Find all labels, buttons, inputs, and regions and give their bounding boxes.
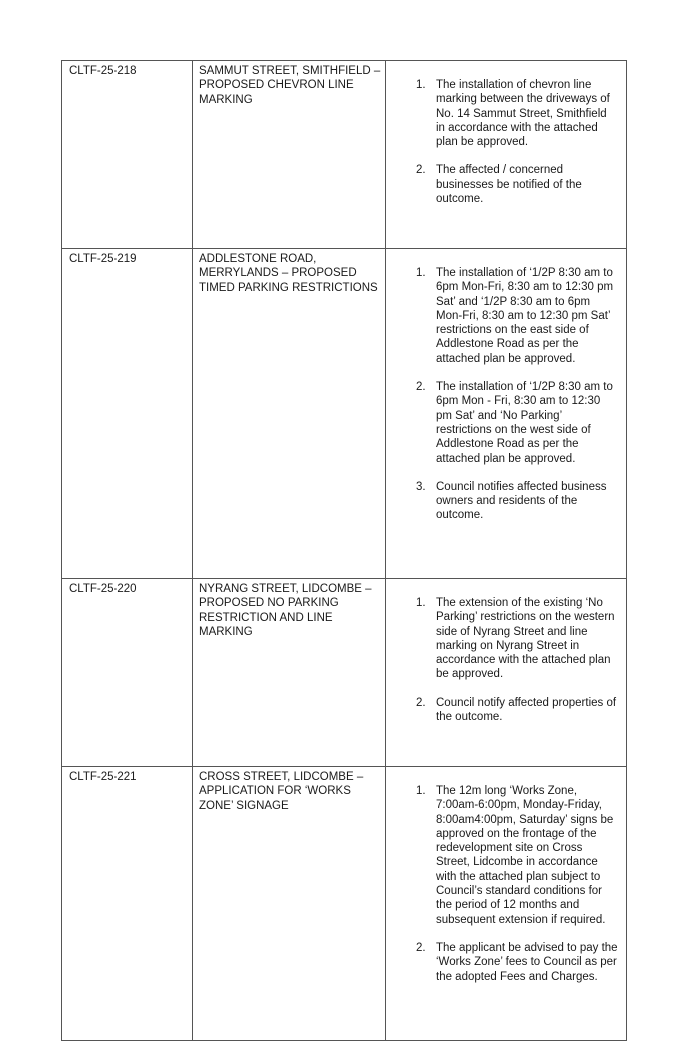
recommendation-number: 2. bbox=[416, 941, 426, 954]
item-id: CLTF-25-221 bbox=[62, 767, 193, 1041]
recommendation-item bbox=[386, 163, 618, 206]
recommendations-cell bbox=[386, 61, 627, 249]
recommendation-number: 2. bbox=[416, 696, 426, 709]
recommendation-text: Council notify affected properties of the outcome. bbox=[436, 696, 617, 724]
traffic-committee-table bbox=[61, 60, 627, 1041]
recommendation-item bbox=[386, 696, 618, 725]
recommendations-cell bbox=[386, 579, 627, 767]
recommendations-cell bbox=[386, 249, 627, 579]
recommendation-number: 2. bbox=[416, 164, 426, 177]
recommendation-text: The extension of the existing ‘No Parking’ restrictions on the western side of Nyrang Street and line marking on Nyrang Street in accordance with the attached plan be approved. bbox=[436, 597, 615, 681]
recommendation-number: 2. bbox=[416, 381, 426, 394]
recommendation-item bbox=[386, 784, 618, 927]
recommendation-text: The installation of chevron line marking between the driveways of No. 14 Sammut Street, Smithfield in accordance with the attached plan be approved. bbox=[436, 79, 610, 149]
item-subject: ADDLESTONE ROAD, MERRYLANDS – PROPOSED TIMED PARKING RESTRICTIONS bbox=[193, 249, 386, 579]
recommendation-item bbox=[386, 266, 618, 366]
recommendation-number: 1. bbox=[416, 785, 426, 797]
table-body bbox=[62, 61, 627, 1041]
recommendation-text: Council notifies affected business owners and residents of the outcome. bbox=[436, 480, 607, 522]
recommendation-item bbox=[386, 480, 618, 523]
recommendation-text: The installation of ‘1/2P 8:30 am to 6pm Mon - Fri, 8:30 am to 12:30 pm Sat’ and ‘No Parking’ restrictions on the west side of Addlestone Road as per the attached plan be approved. bbox=[436, 381, 613, 465]
table-row bbox=[62, 579, 627, 767]
recommendation-number: 3. bbox=[416, 480, 426, 493]
recommendation-number: 1. bbox=[416, 597, 426, 609]
item-id: CLTF-25-220 bbox=[62, 579, 193, 767]
table-row bbox=[62, 61, 627, 249]
recommendation-item bbox=[386, 941, 618, 984]
recommendation-text: The installation of ‘1/2P 8:30 am to 6pm Mon-Fri, 8:30 am to 12:30 pm Sat’ and ‘1/2P 8:30 am to 6pm Mon-Fri, 8:30 am to 12:30 pm Sat’ restrictions on the east side of Addlestone Road as per the attached plan be approved. bbox=[436, 267, 614, 365]
recommendation-number: 1. bbox=[416, 79, 426, 91]
item-subject: SAMMUT STREET, SMITHFIELD – PROPOSED CHEVRON LINE MARKING bbox=[193, 61, 386, 249]
recommendation-text: The applicant be advised to pay the ‘Works Zone’ fees to Council as per the adopted Fees and Charges. bbox=[436, 941, 618, 983]
item-subject: NYRANG STREET, LIDCOMBE – PROPOSED NO PARKING RESTRICTION AND LINE MARKING bbox=[193, 579, 386, 767]
recommendation-text: The 12m long ‘Works Zone, 7:00am-6:00pm, Monday-Friday, 8:00am4:00pm, Saturday’ signs be approved on the frontage of the redevelopment site on Cross Street, Lidcombe in accordance with the attached plan subject to Council’s standard conditions for the period of 12 months and subsequent extension if required. bbox=[436, 785, 614, 926]
recommendation-item bbox=[386, 78, 618, 149]
table-row bbox=[62, 767, 627, 1041]
recommendation-number: 1. bbox=[416, 267, 426, 279]
table-row bbox=[62, 249, 627, 579]
recommendation-text: The affected / concerned businesses be notified of the outcome. bbox=[436, 164, 582, 206]
item-subject: CROSS STREET, LIDCOMBE – APPLICATION FOR ‘WORKS ZONE’ SIGNAGE bbox=[193, 767, 386, 1041]
item-id: CLTF-25-218 bbox=[62, 61, 193, 249]
recommendation-item bbox=[386, 380, 618, 466]
recommendations-cell bbox=[386, 767, 627, 1041]
recommendation-item bbox=[386, 596, 618, 682]
item-id: CLTF-25-219 bbox=[62, 249, 193, 579]
